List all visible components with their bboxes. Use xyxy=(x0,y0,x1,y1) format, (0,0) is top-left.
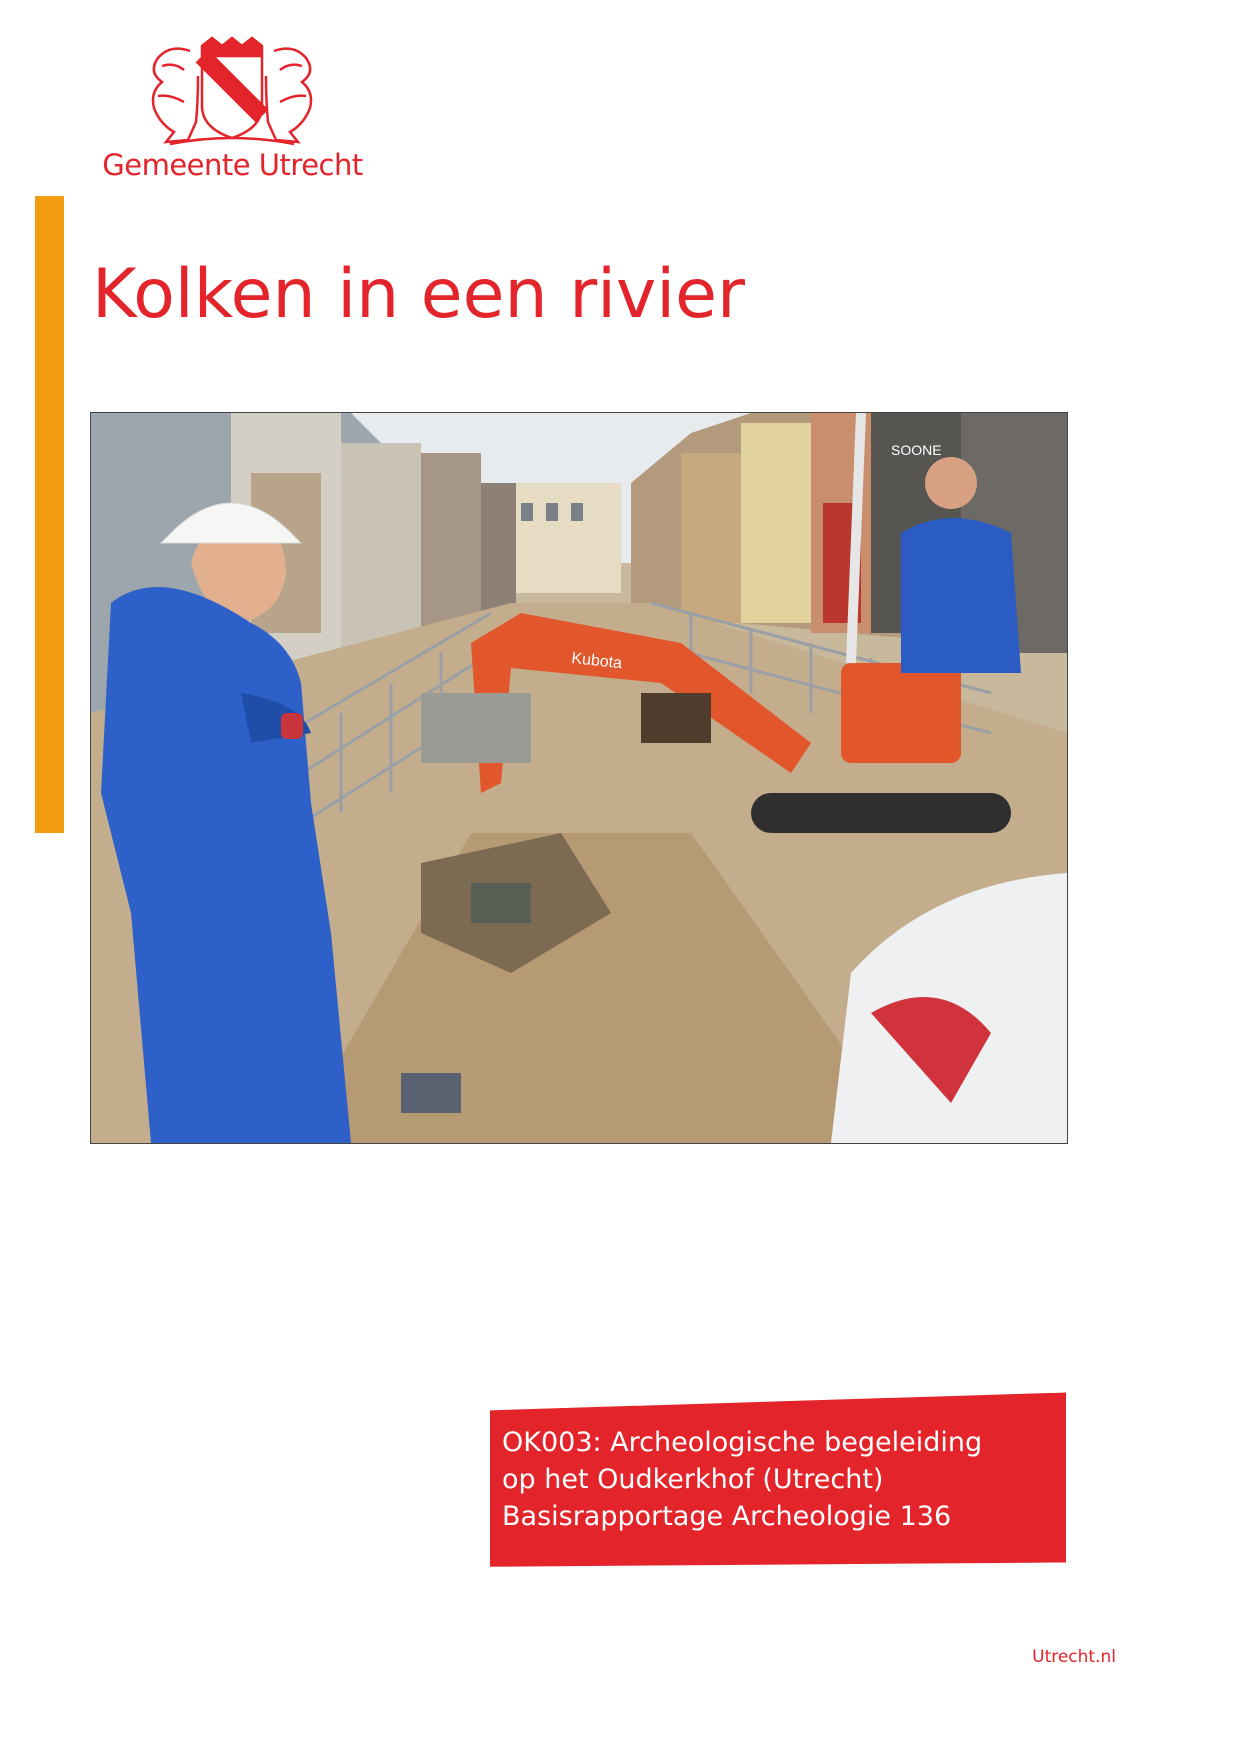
page-title: Kolken in een rivier xyxy=(92,255,745,334)
accent-bar xyxy=(35,196,64,833)
banner-line-1: OK003: Archeologische begeleiding xyxy=(502,1427,983,1458)
banner-line-3: Basisrapportage Archeologie 136 xyxy=(502,1501,952,1532)
report-banner-text xyxy=(502,1424,982,1535)
logo-text: Gemeente Utrecht xyxy=(102,148,363,182)
banner-line-2: op het Oudkerkhof (Utrecht) xyxy=(502,1464,884,1495)
shop-sign: SOONE xyxy=(891,442,942,458)
gemeente-utrecht-logo xyxy=(100,36,365,186)
cover-photo xyxy=(90,412,1068,1144)
website-link[interactable]: Utrecht.nl xyxy=(1032,1647,1116,1667)
coat-of-arms-icon xyxy=(140,36,325,146)
excavator-brand: Kubota xyxy=(570,650,623,673)
